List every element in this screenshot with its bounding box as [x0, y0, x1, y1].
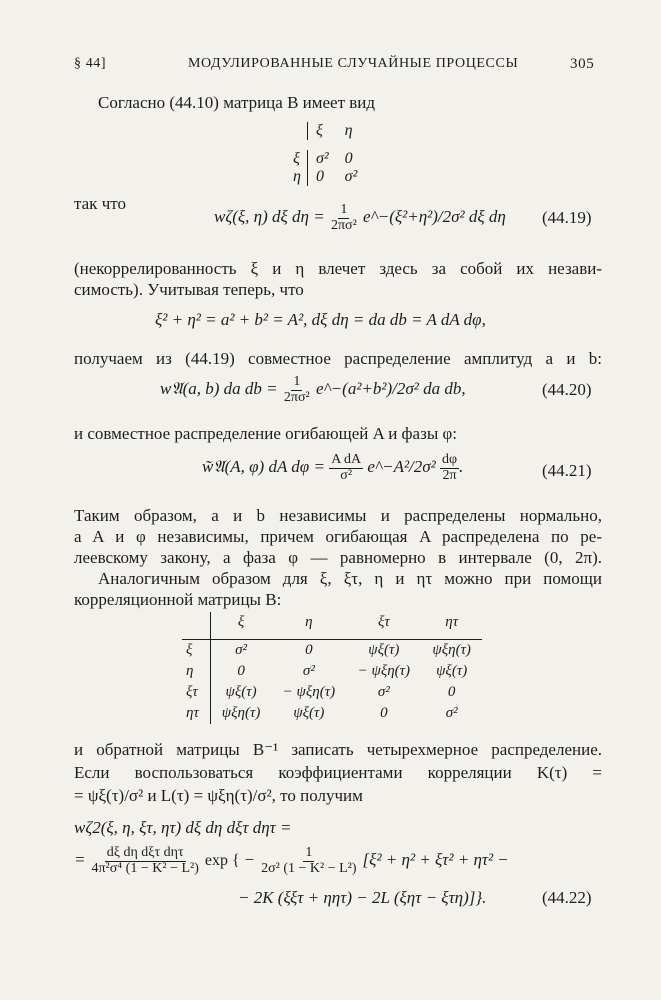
text-line: = ψξ(τ)/σ² и L(τ) = ψξη(τ)/σ², то получим [74, 786, 363, 805]
text-line: получаем из (44.19) совместное распределение амплитуд a и b: [74, 349, 602, 368]
row-header: ξτ [182, 682, 210, 703]
row-header: ξ [182, 640, 210, 662]
equation-44-19 [214, 203, 506, 233]
col-header: ξτ [346, 612, 421, 640]
matrix-cell: σ² [235, 642, 248, 658]
table-row [182, 640, 482, 662]
matrix-cell: ψξ(τ) [436, 663, 468, 679]
row-header: ξ [287, 150, 307, 168]
eq-fraction: $\frac{1}{\text{2πσ²}}$ [330, 202, 357, 233]
matrix-cell: ψξ(τ) [225, 684, 257, 700]
col-header: η [271, 612, 346, 640]
equation-44-21 [202, 453, 463, 483]
eq-end: . [459, 457, 464, 477]
eq-bracket: [ξ² + η² + ξτ² + ητ² − [362, 849, 509, 869]
eq-exponential: e^−A²/2σ² [367, 457, 436, 477]
corner-cell [287, 122, 307, 140]
matrix-cell: σ² [377, 684, 390, 700]
matrix-cell: σ² [302, 663, 315, 679]
eq-fraction: $\frac{1}{\text{2πσ²}}$ [283, 374, 310, 405]
eq-fraction: $\frac{d\varphi}{2\pi}$ [442, 452, 458, 483]
matrix-cell: 0 [344, 150, 353, 167]
matrix-cell: 0 [237, 663, 245, 679]
eq-rhs: e^−(ξ²+η²)/2σ² dξ dη [363, 207, 506, 227]
page-number: 305 [570, 56, 595, 72]
matrix-cell: σ² [344, 168, 358, 185]
col-header: ητ [421, 612, 482, 640]
matrix-cell: 0 [305, 642, 313, 658]
col-header: η [344, 122, 353, 139]
text-line: леевскому закону, а фаза φ — равномерно в интервале (0, 2π). [74, 548, 602, 567]
text-line: Таким образом, a и b независимы и распределены нормально, [74, 506, 602, 525]
matrix-cell: ψξ(τ) [293, 705, 325, 721]
matrix-cell: 0 [315, 168, 324, 185]
matrix-cell: − ψξη(τ) [357, 663, 411, 679]
text-line: Согласно (44.10) матрица B имеет вид [98, 93, 376, 112]
matrix-cell: 0 [447, 684, 456, 700]
matrix-cell: 0 [380, 705, 388, 721]
matrix-cell: − ψξη(τ) [282, 684, 336, 700]
table-row [182, 661, 482, 682]
text-line: a A и φ независимы, причем огибающая A распределена по ре- [74, 527, 602, 546]
equation-change-variables: ξ² + η² = a² + b² = A², dξ dη = da db = A dA dφ, [155, 310, 486, 329]
correlation-matrix [182, 612, 482, 724]
table-row [182, 682, 482, 703]
eq-fraction: $\frac{\text{dξ dη dξτ dητ}}{\text{4π²σ⁴ (1 − K² − L²)}}$ [91, 845, 199, 876]
text-line: Аналогичным образом для ξ, ξτ, η и ητ можно при помощи [98, 569, 602, 588]
text-line: так что [74, 194, 126, 213]
matrix-cell: ψξη(τ) [432, 642, 471, 658]
equation-44-22-line3: − 2K (ξξτ + ηητ) − 2L (ξητ − ξτη)]}. [238, 888, 487, 907]
eq-lhs: w𝔄(a, b) da db = [160, 379, 278, 399]
text-line: и совместное распределение огибающей A и фазы φ: [74, 424, 458, 443]
text-line: симость). Учитывая теперь, что [74, 280, 304, 299]
text-line: (некоррелированность ξ и η влечет здесь за собой их незави- [74, 259, 602, 278]
eq-lhs: w̃𝔄(A, φ) dA dφ = [202, 457, 325, 477]
row-header: η [182, 661, 210, 682]
equation-44-22-line2: = $\frac{\text{dξ dη dξτ dητ}}{\text{4π²σ⁴ (1 − K² − L²)}}$ exp { − $\frac{1}{\text{2σ² (1 − K² − L²)}}$ [ξ² + η² + ξτ² + ητ² − [74, 845, 509, 876]
eq-fraction: $\frac{\text{A dA}}{\text{σ²}}$ [331, 452, 362, 483]
matrix-cell: ψξη(τ) [221, 705, 261, 721]
equation-number: (44.22) [542, 888, 592, 907]
text-line: и обратной матрицы B⁻¹ записать четырехмерное распределение. [74, 740, 602, 759]
eq-fraction: $\frac{1}{\text{2σ² (1 − K² − L²)}}$ [261, 845, 357, 876]
equation-number: (44.20) [542, 380, 592, 399]
text-line: корреляционной матрицы B: [74, 590, 282, 609]
col-header: ξ [315, 122, 323, 139]
matrix-cell: σ² [315, 150, 329, 167]
eq-lhs: wζ(ξ, η) dξ dη = [214, 207, 325, 227]
matrix-b-small [287, 122, 365, 186]
equation-number: (44.19) [542, 208, 592, 227]
eq-exp: exp { [204, 851, 240, 869]
corner-cell [182, 612, 210, 640]
table-row [182, 703, 482, 724]
equation-number: (44.21) [542, 461, 592, 480]
matrix-cell: ψξ(τ) [368, 642, 400, 658]
equation-44-20 [160, 375, 466, 405]
section-label: § 44] [74, 56, 107, 71]
running-title: МОДУЛИРОВАННЫЕ СЛУЧАЙНЫЕ ПРОЦЕССЫ [188, 56, 519, 71]
row-header: η [287, 168, 307, 186]
equation-44-22-line1: wζ2(ξ, η, ξτ, ητ) dξ dη dξτ dητ = [74, 818, 292, 837]
col-header: ξ [210, 612, 271, 640]
text-line: Если воспользоваться коэффициентами корреляции K(τ) = [74, 763, 602, 782]
matrix-cell: σ² [445, 705, 458, 721]
row-header: ητ [182, 703, 210, 724]
eq-rhs: e^−(a²+b²)/2σ² da db, [315, 379, 466, 399]
